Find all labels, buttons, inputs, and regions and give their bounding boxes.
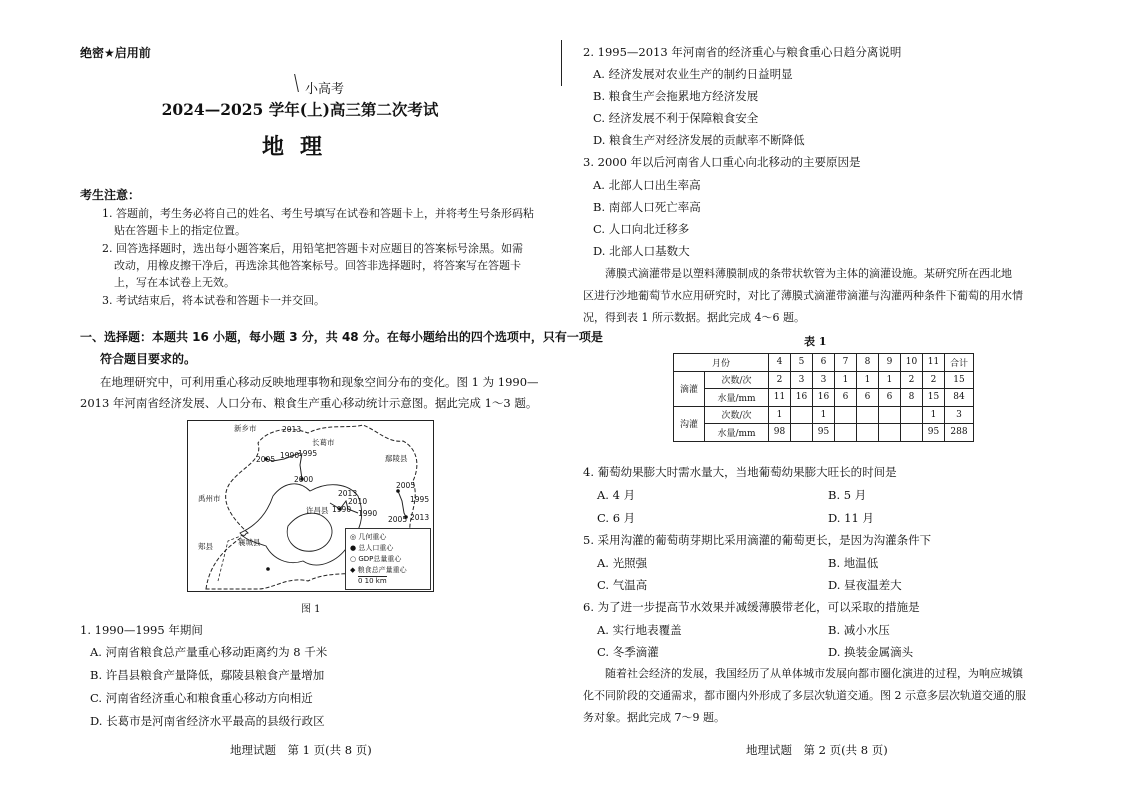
table-cell: 1	[857, 371, 879, 389]
year-label: 1990	[358, 509, 378, 518]
legend-item: ◎ 几何重心	[350, 533, 387, 541]
notice-item: 1. 答题前，考生务必将自己的姓名、考生号填写在试卷和答题卡上，并将考生号条形码粘	[102, 207, 534, 220]
question-4-option: D. 11 月	[828, 511, 874, 525]
place-label: 长葛市	[312, 438, 335, 447]
table-row-label: 水量/mm	[705, 389, 769, 407]
table-row	[674, 406, 974, 424]
question-3-option: B. 南部人口死亡率高	[593, 200, 701, 214]
question-5-stem: 5. 采用沟灌的葡萄萌芽期比采用滴灌的葡萄更长，是因为沟灌条件下	[583, 533, 932, 547]
table-cell: 95	[813, 424, 835, 442]
table-cell: 15	[923, 389, 945, 407]
question-5-option: D. 昼夜温差大	[828, 578, 902, 592]
table-cell: 2	[923, 371, 945, 389]
year-label: 2013	[410, 513, 430, 522]
question-5-option: A. 光照强	[597, 556, 648, 570]
page-footer: 地理试题 第 2 页(共 8 页)	[746, 743, 888, 757]
table-cell	[901, 424, 923, 442]
figure-1-map	[187, 420, 434, 592]
year-label: 2013	[338, 489, 358, 498]
table-cell: 1	[879, 371, 901, 389]
table-cell: 15	[945, 371, 974, 389]
table-cell: 11	[769, 389, 791, 407]
table-header-row	[674, 354, 974, 372]
table-cell: 16	[813, 389, 835, 407]
table-cell	[835, 406, 857, 424]
question-5-option: C. 气温高	[597, 578, 648, 592]
table-cell: 3	[945, 406, 974, 424]
question-1-stem: 1. 1990—1995 年期间	[80, 623, 203, 637]
table-header-cell: 8	[857, 354, 879, 372]
exam-title: 2024—2025 学年(上)高三第二次考试	[161, 100, 439, 119]
question-5-option: B. 地温低	[828, 556, 879, 570]
question-3-option: D. 北部人口基数大	[593, 244, 690, 258]
notice-item: 2. 回答选择题时，选出每小题答案后，用铅笔把答题卡对应题目的答案标号涂黑。如需	[102, 242, 523, 255]
table-caption: 表 1	[804, 335, 827, 348]
table-cell: 16	[791, 389, 813, 407]
year-label: 2005	[396, 481, 416, 490]
table-row	[674, 389, 974, 407]
place-label: 禹州市	[198, 494, 221, 503]
question-3-option: C. 人口向北迁移多	[593, 222, 690, 236]
table-cell	[857, 424, 879, 442]
year-label: 1995	[410, 495, 430, 504]
intro-paragraph: 随着社会经济的发展，我国经历了从单体城市发展向都市圈化演进的过程，为响应城镇	[605, 667, 1023, 680]
year-label: 2013	[282, 425, 302, 434]
table-header-cell: 9	[879, 354, 901, 372]
legend-item: ◆ 粮食总产量重心	[350, 566, 407, 574]
table-header-cell: 4	[769, 354, 791, 372]
table-cell: 1	[813, 406, 835, 424]
question-6-option: D. 换装金属滴头	[828, 645, 914, 659]
intro-paragraph: 况，得到表 1 所示数据。据此完成 4～6 题。	[583, 311, 805, 324]
table-cell: 8	[901, 389, 923, 407]
table-header-cell: 月份	[674, 354, 769, 372]
year-label: 1990	[332, 505, 352, 514]
question-3-option: A. 北部人口出生率高	[593, 178, 701, 192]
question-6-stem: 6. 为了进一步提高节水效果并减缓薄膜带老化，可以采取的措施是	[583, 600, 920, 614]
table-cell: 6	[857, 389, 879, 407]
table-cell: 84	[945, 389, 974, 407]
table-cell	[835, 424, 857, 442]
question-2-option: C. 经济发展不利于保障粮食安全	[593, 111, 759, 125]
notice-item: 改动，用橡皮擦干净后，再选涂其他答案标号。回答非选择题时，将答案写在答题卡	[114, 259, 521, 272]
table-cell: 98	[769, 424, 791, 442]
year-label: 1995	[298, 449, 318, 458]
table-header-cell: 11	[923, 354, 945, 372]
notice-item: 贴在答题卡上的指定位置。	[114, 224, 246, 237]
table-cell: 6	[879, 389, 901, 407]
table-cell: 1	[769, 406, 791, 424]
year-label: 2005	[388, 515, 408, 524]
intro-paragraph: 薄膜式滴灌带是以塑料薄膜制成的条带状软管为主体的滴灌设施。某研究所在西北地	[605, 267, 1012, 280]
legend-item: ○ GDP总量重心	[350, 555, 402, 563]
question-6-option: B. 减小水压	[828, 623, 890, 637]
notice-item: 上，写在本试卷上无效。	[114, 276, 235, 289]
table-header-cell: 6	[813, 354, 835, 372]
table-cell	[879, 406, 901, 424]
question-1-option: C. 河南省经济重心和粮食重心移动方向相近	[90, 691, 313, 705]
table-cell: 6	[835, 389, 857, 407]
year-label: 1990	[280, 451, 300, 460]
intro-paragraph: 区进行沙地葡萄节水应用研究时，对比了薄膜式滴灌带滴灌与沟灌两种条件下葡萄的用水情	[583, 289, 1023, 302]
legend-item: ● 总人口重心	[350, 544, 394, 552]
section-heading: 一、选择题：本题共 16 小题，每小题 3 分，共 48 分。在每小题给出的四个选项中，只有一项是	[80, 330, 603, 344]
table-row-label: 水量/mm	[705, 424, 769, 442]
notice-heading: 考生注意：	[80, 188, 141, 202]
question-6-option: A. 实行地表覆盖	[597, 623, 682, 637]
place-label: 许昌县	[306, 506, 329, 515]
table-group-cell: 滴灌	[674, 371, 705, 406]
place-label: 郏县	[198, 542, 213, 551]
table-cell	[791, 424, 813, 442]
place-label: 鄢陵县	[385, 454, 408, 463]
section-heading-cont: 符合题目要求的。	[100, 352, 197, 366]
question-2-option: A. 经济发展对农业生产的制约日益明显	[593, 67, 793, 81]
table-row-label: 次数/次	[705, 406, 769, 424]
place-label: 襄城县	[238, 538, 261, 547]
table-cell: 2	[769, 371, 791, 389]
intro-paragraph: 在地理研究中，可利用重心移动反映地理事物和现象空间分布的变化。图 1 为 1990—	[100, 375, 539, 389]
question-1-option: B. 许昌县粮食产量降低，鄢陵县粮食产量增加	[90, 668, 325, 682]
table-cell: 3	[791, 371, 813, 389]
question-6-option: C. 冬季滴灌	[597, 645, 659, 659]
place-label: 新乡市	[234, 424, 257, 433]
table-header-cell: 合计	[945, 354, 974, 372]
table-cell: 2	[901, 371, 923, 389]
question-2-option: D. 粮食生产对经济发展的贡献率不断降低	[593, 133, 805, 147]
table-cell: 3	[813, 371, 835, 389]
page-footer: 地理试题 第 1 页(共 8 页)	[230, 743, 372, 757]
table-cell	[901, 406, 923, 424]
table-row	[674, 424, 974, 442]
question-2-stem: 2. 1995—2013 年河南省的经济重心与粮食重心日趋分离说明	[583, 45, 902, 59]
intro-paragraph: 2013 年河南省经济发展、人口分布、粮食生产重心移动统计示意图。据此完成 1～3 题。	[80, 396, 538, 410]
year-label: 2000	[294, 475, 314, 484]
confidential-label: 绝密★启用前	[80, 46, 151, 60]
question-4-option: A. 4 月	[597, 488, 636, 502]
table-cell: 95	[923, 424, 945, 442]
table-group-cell: 沟灌	[674, 406, 705, 441]
notice-item: 3. 考试结束后，将本试卷和答题卡一并交回。	[102, 294, 325, 307]
scale-bar: 0 10 km	[358, 577, 387, 585]
question-3-stem: 3. 2000 年以后河南省人口重心向北移动的主要原因是	[583, 155, 861, 169]
table-cell	[857, 406, 879, 424]
year-label: 2010	[348, 497, 368, 506]
table-1	[673, 353, 974, 442]
table-cell: 1	[923, 406, 945, 424]
question-1-option: D. 长葛市是河南省经济水平最高的县级行政区	[90, 714, 325, 728]
table-row-label: 次数/次	[705, 371, 769, 389]
intro-paragraph: 务对象。据此完成 7～9 题。	[583, 711, 725, 724]
question-4-stem: 4. 葡萄幼果膨大时需水量大，当地葡萄幼果膨大旺长的时间是	[583, 465, 897, 479]
figure-caption: 图 1	[301, 604, 321, 615]
question-4-option: C. 6 月	[597, 511, 636, 525]
table-cell: 288	[945, 424, 974, 442]
question-1-option: A. 河南省粮食总产量重心移动距离约为 8 千米	[90, 645, 328, 659]
table-cell	[791, 406, 813, 424]
question-2-option: B. 粮食生产会拖累地方经济发展	[593, 89, 759, 103]
table-cell: 1	[835, 371, 857, 389]
table-cell	[879, 424, 901, 442]
table-row	[674, 371, 974, 389]
subject-title: 地理	[261, 134, 338, 160]
table-header-cell: 10	[901, 354, 923, 372]
table-header-cell: 7	[835, 354, 857, 372]
intro-paragraph: 化不同阶段的交通需求，都市圈内外形成了多层次轨道交通。图 2 示意多层次轨道交通的服	[583, 689, 1026, 702]
question-4-option: B. 5 月	[828, 488, 867, 502]
year-label: 2005	[256, 455, 276, 464]
map-legend	[345, 528, 431, 590]
table-header-cell: 5	[791, 354, 813, 372]
brand-name: 小高考	[305, 82, 345, 97]
